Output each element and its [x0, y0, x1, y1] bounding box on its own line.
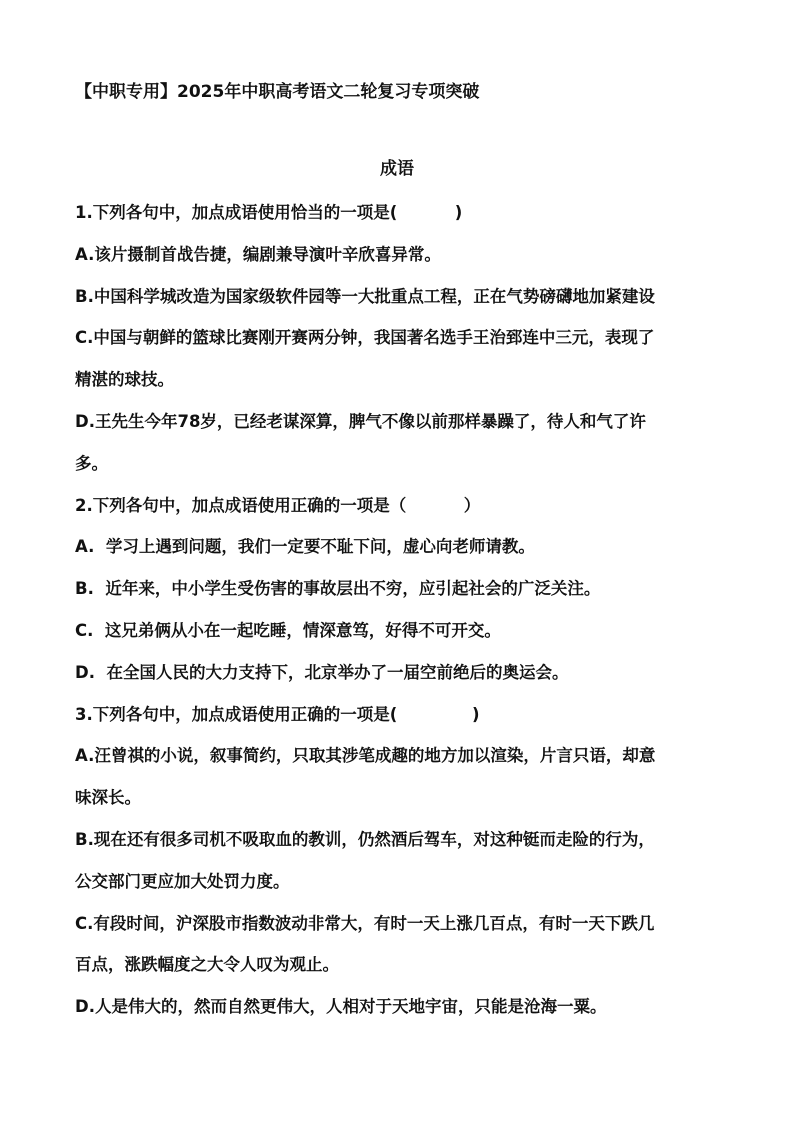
question-3-option-a-cont: 味深长。 — [75, 788, 141, 808]
question-list — [75, 192, 727, 1028]
section-title: 成语 — [380, 159, 414, 179]
question-1-option-d: D.王先生今年78岁，已经老谋深算，脾气不像以前那样暴躁了，待人和气了许 — [75, 411, 646, 431]
document-title: 【中职专用】2025年中职高考语文二轮复习专项突破 — [75, 82, 480, 102]
question-3-option-c-cont: 百点，涨跌幅度之大令人叹为观止。 — [75, 955, 339, 975]
question-1-stem: 1.下列各句中，加点成语使用恰当的一项是( ) — [75, 203, 463, 222]
question-3-stem: 3.下列各句中，加点成语使用正确的一项是( ) — [75, 704, 480, 724]
question-2-option-a: A. 学习上遇到问题，我们一定要不耻下问，虚心向老师请教。 — [75, 537, 535, 557]
question-2-option-b: B. 近年来，中小学生受伤害的事故层出不穷，应引起社会的广泛关注。 — [75, 579, 601, 599]
question-1-option-d-cont: 多。 — [75, 453, 108, 473]
question-2-option-d: D. 在全国人民的大力支持下，北京举办了一届空前绝后的奥运会。 — [75, 662, 569, 682]
question-1-option-c-cont: 精湛的球技。 — [75, 370, 174, 390]
question-1-option-c: C.中国与朝鲜的篮球比赛刚开赛两分钟，我国著名选手王治郅连中三元，表现了 — [75, 328, 655, 348]
question-3-option-d: D.人是伟大的，然而自然更伟大，人相对于天地宇宙，只能是沧海一粟。 — [75, 997, 607, 1017]
question-2-option-c: C. 这兄弟俩从小在一起吃睡，情深意笃，好得不可开交。 — [75, 620, 501, 640]
question-1-option-b: B.中国科学城改造为国家级软件园等一大批重点工程，正在气势磅礴地加紧建设 — [75, 286, 655, 306]
question-3-option-a: A.汪曾祺的小说，叙事简约，只取其涉笔成趣的地方加以渲染，片言只语，却意 — [75, 746, 656, 766]
question-1-option-a: A.该片摄制首战告捷，编剧兼导演叶辛欣喜异常。 — [75, 244, 441, 264]
question-2-stem: 2.下列各句中，加点成语使用正确的一项是（ ） — [75, 495, 481, 515]
question-3-option-c: C.有段时间，沪深股市指数波动非常大，有时一天上涨几百点，有时一天下跌几 — [75, 913, 655, 933]
question-3-option-b-cont: 公交部门更应加大处罚力度。 — [75, 871, 290, 891]
question-3-option-b: B.现在还有很多司机不吸取血的教训，仍然酒后驾车，对这种铤而走险的行为， — [75, 829, 655, 849]
